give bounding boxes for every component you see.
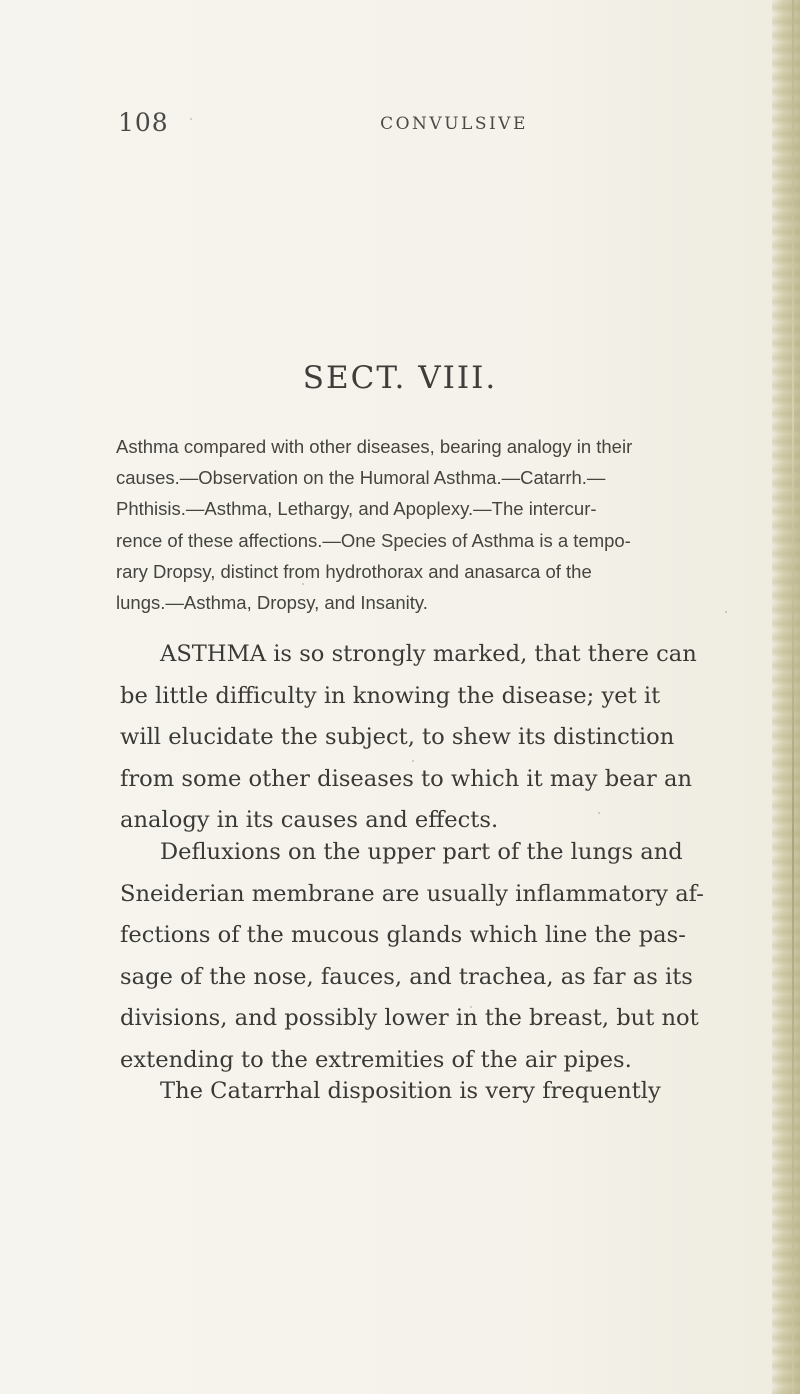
paragraph-line: from some other diseases to which it may bear an xyxy=(120,765,693,792)
paragraph-asthma-intro xyxy=(120,634,800,842)
running-head: CONVULSIVE xyxy=(380,114,528,134)
paragraph-line: The Catarrhal disposition is very frequently xyxy=(160,1078,661,1104)
summary-line: lungs.—Asthma, Dropsy, and Insanity. xyxy=(116,592,428,614)
summary-line: Phthisis.—Asthma, Lethargy, and Apoplexy.—The intercur- xyxy=(116,498,597,520)
paragraph-line: ASTHMA is so strongly marked, that there can xyxy=(160,641,697,667)
paragraph-line: be little difficulty in knowing the disease; yet it xyxy=(120,682,661,709)
paragraph-line: Defluxions on the upper part of the lungs and xyxy=(160,839,683,865)
paragraph-line: extending to the extremities of the air pipes. xyxy=(120,1046,632,1073)
summary-line: rence of these affections.—One Species of Asthma is a tempo- xyxy=(116,529,631,551)
paragraph-catarrhal xyxy=(120,1071,800,1113)
paragraph-line: divisions, and possibly lower in the breast, but not xyxy=(120,1005,699,1031)
page-number: 108 xyxy=(118,108,169,137)
paragraph-line: Sneiderian membrane are usually inflammatory af- xyxy=(120,880,704,907)
paragraph-line: analogy in its causes and effects. xyxy=(120,807,499,833)
paragraph-defluxions xyxy=(120,832,800,1081)
section-summary xyxy=(116,431,796,618)
section-title: SECT. VIII. xyxy=(302,360,498,396)
paragraph-line: will elucidate the subject, to shew its distinction xyxy=(120,724,675,750)
paragraph-line: fections of the mucous glands which line the pas- xyxy=(120,922,686,948)
summary-line: Asthma compared with other diseases, bearing analogy in their xyxy=(116,436,633,457)
summary-line: causes.—Observation on the Humoral Asthma.—Catarrh.— xyxy=(116,467,606,489)
summary-line: rary Dropsy, distinct from hydrothorax and anasarca of the xyxy=(116,560,592,582)
paragraph-line: sage of the nose, fauces, and trachea, as far as its xyxy=(120,963,693,990)
